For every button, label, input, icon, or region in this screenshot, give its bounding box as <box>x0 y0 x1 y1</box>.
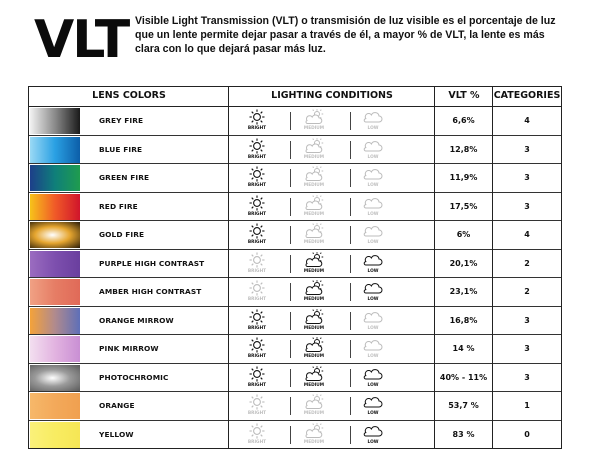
sun-icon <box>242 138 272 162</box>
column-divider <box>434 87 435 448</box>
column-divider <box>492 87 493 448</box>
cloud-icon <box>358 366 388 390</box>
description: Visible Light Transmission (VLT) o transmisión de luz visible es el porcentaje de luz que un lente permite dejar pasar a través de él, a mayor % de VLT, la lente es más clara con lo que dejará pasar más luz. <box>135 15 556 55</box>
lens-color-name: ORANGE MIRROW <box>99 315 174 325</box>
lighting-separator <box>350 255 351 273</box>
lighting-separator <box>290 226 291 244</box>
lighting-separator <box>290 169 291 187</box>
table-row <box>29 221 561 250</box>
lighting-label-low: LOW <box>367 297 379 302</box>
lighting-label-low: LOW <box>367 439 379 445</box>
sun-cloud-icon <box>299 423 329 447</box>
lighting-separator <box>290 312 291 330</box>
lighting-separator <box>290 397 291 415</box>
sun-icon <box>242 337 272 361</box>
lighting-separator <box>350 141 351 159</box>
lens-color-name: ORANGE <box>99 401 135 410</box>
lighting-label-bright: BRIGHT <box>247 126 267 131</box>
lighting-separator <box>290 255 291 273</box>
sun-icon <box>242 280 272 304</box>
sun-icon <box>242 309 272 333</box>
table-row <box>29 364 561 393</box>
lens-color-swatch <box>30 365 80 391</box>
lens-color-swatch <box>30 336 80 362</box>
vlt-value: 17,5% <box>449 201 478 211</box>
table-row <box>29 136 561 165</box>
sun-cloud-icon <box>299 252 329 276</box>
category-value: 2 <box>524 287 530 296</box>
cloud-icon <box>358 138 388 162</box>
category-value: 3 <box>524 344 530 353</box>
lighting-separator <box>290 340 291 358</box>
sun-icon <box>242 109 272 133</box>
header-vlt: VLT % <box>448 90 480 101</box>
table-row <box>29 164 561 193</box>
cloud-icon <box>358 195 388 219</box>
table-row <box>29 392 561 421</box>
table-row <box>29 421 561 450</box>
lighting-label-medium: MEDIUM <box>303 411 325 416</box>
lens-color-name: RED FIRE <box>99 201 138 211</box>
lens-color-name: PHOTOCHROMIC <box>99 372 169 382</box>
lighting-label-bright: BRIGHT <box>247 411 267 416</box>
lighting-separator <box>290 369 291 387</box>
lighting-separator <box>350 169 351 187</box>
cloud-icon <box>358 223 388 247</box>
vlt-value: 20,1% <box>449 258 478 268</box>
lighting-label-low: LOW <box>367 126 379 131</box>
lens-color-swatch <box>30 422 80 448</box>
lighting-separator <box>350 312 351 330</box>
lens-color-name: PURPLE HIGH CONTRAST <box>99 258 205 268</box>
lighting-label-medium: MEDIUM <box>303 126 325 131</box>
lighting-label-medium: MEDIUM <box>303 268 325 274</box>
sun-cloud-icon <box>299 394 329 418</box>
sun-cloud-icon <box>299 337 329 361</box>
lighting-label-low: LOW <box>367 183 379 188</box>
page-title: VLT <box>34 10 129 70</box>
lighting-label-low: LOW <box>367 325 379 331</box>
lighting-separator <box>350 198 351 216</box>
sun-icon <box>242 195 272 219</box>
lens-color-swatch <box>30 251 80 277</box>
sun-icon <box>242 166 272 190</box>
lighting-label-bright: BRIGHT <box>247 240 267 245</box>
cloud-icon <box>358 394 388 418</box>
lighting-separator <box>290 141 291 159</box>
lighting-label-low: LOW <box>367 382 379 388</box>
lens-color-name: AMBER HIGH CONTRAST <box>99 287 202 296</box>
cloud-icon <box>358 109 388 133</box>
lighting-label-medium: MEDIUM <box>303 211 325 217</box>
sun-cloud-icon <box>299 109 329 133</box>
cloud-icon <box>358 252 388 276</box>
lighting-separator <box>350 283 351 301</box>
lens-color-swatch <box>30 222 80 248</box>
lighting-label-medium: MEDIUM <box>303 183 325 188</box>
sun-cloud-icon <box>299 280 329 304</box>
lens-color-swatch <box>30 308 80 334</box>
lens-color-swatch <box>30 165 80 191</box>
cloud-icon <box>358 309 388 333</box>
lighting-label-bright: BRIGHT <box>247 211 267 217</box>
category-value: 3 <box>524 315 530 325</box>
lighting-label-medium: MEDIUM <box>303 240 325 245</box>
lighting-separator <box>290 426 291 444</box>
lighting-label-low: LOW <box>367 211 379 217</box>
lighting-label-low: LOW <box>367 240 379 245</box>
lighting-label-bright: BRIGHT <box>247 354 267 359</box>
lens-color-swatch <box>30 393 80 419</box>
table-header <box>29 87 561 107</box>
lighting-label-bright: BRIGHT <box>247 297 267 302</box>
category-value: 4 <box>524 230 530 239</box>
category-value: 3 <box>524 201 530 211</box>
cloud-icon <box>358 337 388 361</box>
vlt-value: 40% - 11% <box>439 372 488 382</box>
sun-cloud-icon <box>299 223 329 247</box>
vlt-value: 12,8% <box>449 144 478 154</box>
sun-icon <box>242 252 272 276</box>
vlt-table <box>28 86 562 449</box>
lighting-label-low: LOW <box>367 354 379 359</box>
lens-color-swatch <box>30 194 80 220</box>
table-row <box>29 307 561 336</box>
lens-color-name: GREY FIRE <box>99 116 144 125</box>
vlt-value: 6% <box>456 230 471 239</box>
lighting-label-low: LOW <box>367 268 379 274</box>
table-row <box>29 107 561 136</box>
category-value: 1 <box>524 401 530 410</box>
sun-cloud-icon <box>299 366 329 390</box>
sun-icon <box>242 366 272 390</box>
table-row <box>29 250 561 279</box>
lighting-label-bright: BRIGHT <box>247 325 267 331</box>
sun-icon <box>242 423 272 447</box>
lens-color-swatch <box>30 279 80 305</box>
header-lens-colors: LENS COLORS <box>92 90 166 101</box>
lighting-separator <box>350 112 351 130</box>
lighting-label-bright: BRIGHT <box>247 183 267 188</box>
lighting-label-bright: BRIGHT <box>247 268 267 274</box>
table-row <box>29 335 561 364</box>
category-value: 3 <box>524 372 530 382</box>
cloud-icon <box>358 166 388 190</box>
category-value: 3 <box>524 173 530 182</box>
lighting-separator <box>290 283 291 301</box>
lens-color-name: GREEN FIRE <box>99 173 150 182</box>
cloud-icon <box>358 423 388 447</box>
vlt-value: 11,9% <box>449 173 478 182</box>
column-divider <box>228 87 229 448</box>
lens-color-name: GOLD FIRE <box>99 230 145 239</box>
lighting-separator <box>290 198 291 216</box>
lens-color-name: YELLOW <box>99 429 134 439</box>
category-value: 0 <box>524 429 530 439</box>
lighting-separator <box>350 369 351 387</box>
category-value: 3 <box>524 144 530 154</box>
lighting-separator <box>350 340 351 358</box>
lens-color-name: BLUE FIRE <box>99 144 143 154</box>
lighting-separator <box>350 426 351 444</box>
sun-cloud-icon <box>299 309 329 333</box>
header-lighting-conditions: LIGHTING CONDITIONS <box>271 90 393 101</box>
lighting-label-medium: MEDIUM <box>303 297 325 302</box>
lighting-separator <box>350 226 351 244</box>
lighting-separator <box>290 112 291 130</box>
lighting-label-bright: BRIGHT <box>247 439 267 445</box>
lighting-label-medium: MEDIUM <box>303 382 325 388</box>
vlt-value: 16,8% <box>449 315 478 325</box>
header-categories: CATEGORIES <box>493 90 561 101</box>
lighting-label-medium: MEDIUM <box>303 439 325 445</box>
sun-cloud-icon <box>299 138 329 162</box>
table-row <box>29 193 561 222</box>
lighting-label-bright: BRIGHT <box>247 382 267 388</box>
cloud-icon <box>358 280 388 304</box>
sun-cloud-icon <box>299 166 329 190</box>
vlt-value: 6,6% <box>452 116 475 125</box>
lens-color-name: PINK MIRROW <box>99 344 159 353</box>
lens-color-swatch <box>30 137 80 163</box>
lighting-label-low: LOW <box>367 411 379 416</box>
category-value: 4 <box>524 116 530 125</box>
lighting-label-bright: BRIGHT <box>247 154 267 160</box>
lighting-separator <box>350 397 351 415</box>
lighting-label-medium: MEDIUM <box>303 325 325 331</box>
vlt-value: 53,7 % <box>448 401 479 410</box>
sun-icon <box>242 394 272 418</box>
lighting-label-low: LOW <box>367 154 379 160</box>
vlt-value: 23,1% <box>449 287 478 296</box>
lens-color-swatch <box>30 108 80 134</box>
table-row <box>29 278 561 307</box>
sun-cloud-icon <box>299 195 329 219</box>
sun-icon <box>242 223 272 247</box>
lighting-label-medium: MEDIUM <box>303 154 325 160</box>
vlt-value: 83 % <box>452 429 475 439</box>
lighting-label-medium: MEDIUM <box>303 354 325 359</box>
category-value: 2 <box>524 258 530 268</box>
vlt-value: 14 % <box>452 344 475 353</box>
